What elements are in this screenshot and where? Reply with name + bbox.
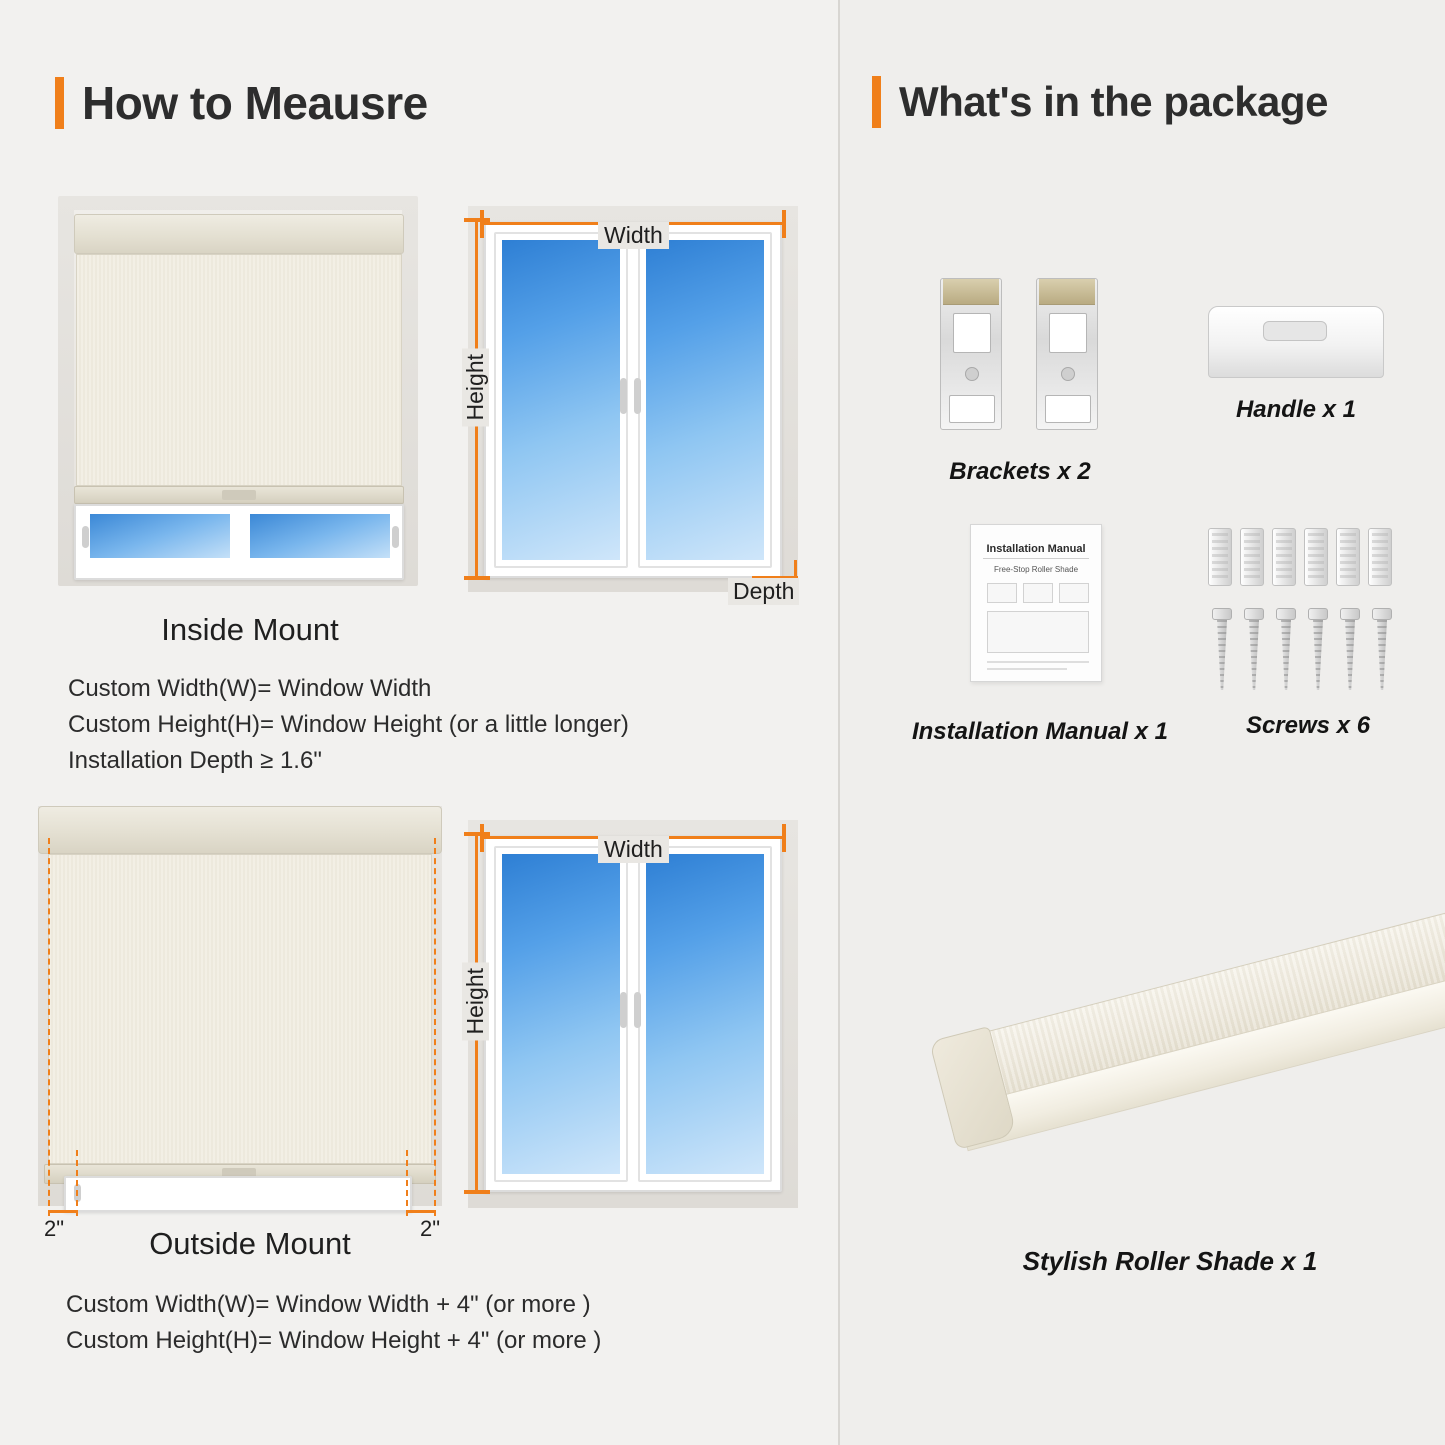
- bracket-right-foot: [1045, 395, 1091, 423]
- inside-window-handle-left: [82, 526, 89, 548]
- wall-anchor-icon-5: [1336, 528, 1360, 586]
- inside-measure-glass-left: [502, 240, 620, 560]
- outside-height-label: Height: [462, 962, 489, 1040]
- manual-figure-2: [1023, 583, 1053, 603]
- screws-label: Screws x 6: [1245, 712, 1371, 739]
- wall-anchor-icon-2: [1240, 528, 1264, 586]
- package-contents-panel: [838, 0, 1445, 1445]
- outside-mount-title: Outside Mount: [149, 1226, 351, 1261]
- bracket-right-slot: [1049, 313, 1087, 353]
- inside-spec-1: Custom Width(W)= Window Width: [68, 675, 432, 702]
- handle-icon: [1208, 306, 1384, 378]
- inside-depth-label: Depth: [728, 578, 799, 605]
- inside-spec-2: Custom Height(H)= Window Height (or a little longer): [68, 711, 629, 738]
- roller-shade-label: Stylish Roller Shade x 1: [1022, 1246, 1318, 1276]
- brackets-label: Brackets x 2: [949, 458, 1091, 485]
- outside-measure-handle-right: [634, 992, 641, 1028]
- roller-shade-photo: [920, 860, 1440, 1220]
- inside-window-glass-right: [250, 514, 390, 558]
- wall-anchor-icon-6: [1368, 528, 1392, 586]
- inside-shade-fabric: [76, 254, 402, 486]
- outside-left-frame-dash: [76, 1150, 78, 1216]
- manual-figure-1: [987, 583, 1017, 603]
- manual-figure-large: [987, 611, 1089, 653]
- handle-grip-slot: [1263, 321, 1327, 341]
- inside-shade-headrail: [74, 214, 404, 254]
- screw-icon-4: [1308, 608, 1328, 690]
- screw-icon-5: [1340, 608, 1360, 690]
- manual-text-line-2: [987, 668, 1067, 670]
- outside-width-label: Width: [598, 836, 669, 863]
- inside-measure-handle-left: [620, 378, 627, 414]
- outside-right-margin-label: 2": [420, 1216, 441, 1241]
- outside-measure-handle-left: [620, 992, 627, 1028]
- bracket-right-icon: [1036, 278, 1098, 430]
- inside-mount-title: Inside Mount: [161, 612, 339, 647]
- outside-left-extension-dash: [48, 838, 50, 1216]
- inside-measure-glass-right: [646, 240, 764, 560]
- manual-subtitle: Free-Stop Roller Shade: [993, 565, 1079, 574]
- package-heading: [872, 76, 1328, 128]
- outside-left-margin-line: [48, 1210, 78, 1213]
- outside-left-margin-label: 2": [44, 1216, 65, 1241]
- outside-shade-headrail: [38, 806, 442, 854]
- how-to-measure-title: How to Meausre: [82, 77, 428, 129]
- screw-icon-6: [1372, 608, 1392, 690]
- screw-icon-1: [1212, 608, 1232, 690]
- screw-icon-3: [1276, 608, 1296, 690]
- outside-window-frame: [64, 1176, 412, 1212]
- outside-measure-glass-left: [502, 854, 620, 1174]
- manual-figure-3: [1059, 583, 1089, 603]
- inside-spec-3: Installation Depth ≥ 1.6": [68, 747, 322, 774]
- bracket-left-slot: [953, 313, 991, 353]
- outside-right-frame-dash: [406, 1150, 408, 1216]
- inside-window-handle-right: [392, 526, 399, 548]
- screw-icon-2: [1244, 608, 1264, 690]
- bracket-left-hole: [965, 367, 979, 381]
- how-to-measure-heading: [55, 76, 428, 130]
- package-title: What's in the package: [899, 78, 1328, 125]
- installation-manual-icon: [970, 524, 1102, 682]
- outside-measure-glass-right: [646, 854, 764, 1174]
- inside-height-label: Height: [462, 348, 489, 426]
- outside-right-extension-dash: [434, 838, 436, 1216]
- outside-spec-2: Custom Height(H)= Window Height + 4" (or more ): [66, 1327, 602, 1354]
- accent-bar-icon-2: [872, 76, 881, 128]
- manual-label: Installation Manual x 1: [911, 718, 1169, 745]
- inside-shade-grip: [222, 490, 256, 500]
- outside-spec-1: Custom Width(W)= Window Width + 4" (or more ): [66, 1291, 591, 1318]
- outside-shade-fabric: [48, 854, 432, 1164]
- accent-bar-icon: [55, 77, 64, 129]
- inside-measure-handle-right: [634, 378, 641, 414]
- bracket-right-cap: [1039, 279, 1095, 305]
- bracket-left-icon: [940, 278, 1002, 430]
- bracket-right-hole: [1061, 367, 1075, 381]
- bracket-left-foot: [949, 395, 995, 423]
- inside-window-glass-left: [90, 514, 230, 558]
- manual-title: Installation Manual: [983, 543, 1089, 559]
- wall-anchor-icon-1: [1208, 528, 1232, 586]
- outside-right-margin-line: [406, 1210, 436, 1213]
- manual-text-line-1: [987, 661, 1089, 663]
- wall-anchor-icon-4: [1304, 528, 1328, 586]
- bracket-left-cap: [943, 279, 999, 305]
- inside-width-label: Width: [598, 222, 669, 249]
- handle-label: Handle x 1: [1235, 396, 1357, 423]
- wall-anchor-icon-3: [1272, 528, 1296, 586]
